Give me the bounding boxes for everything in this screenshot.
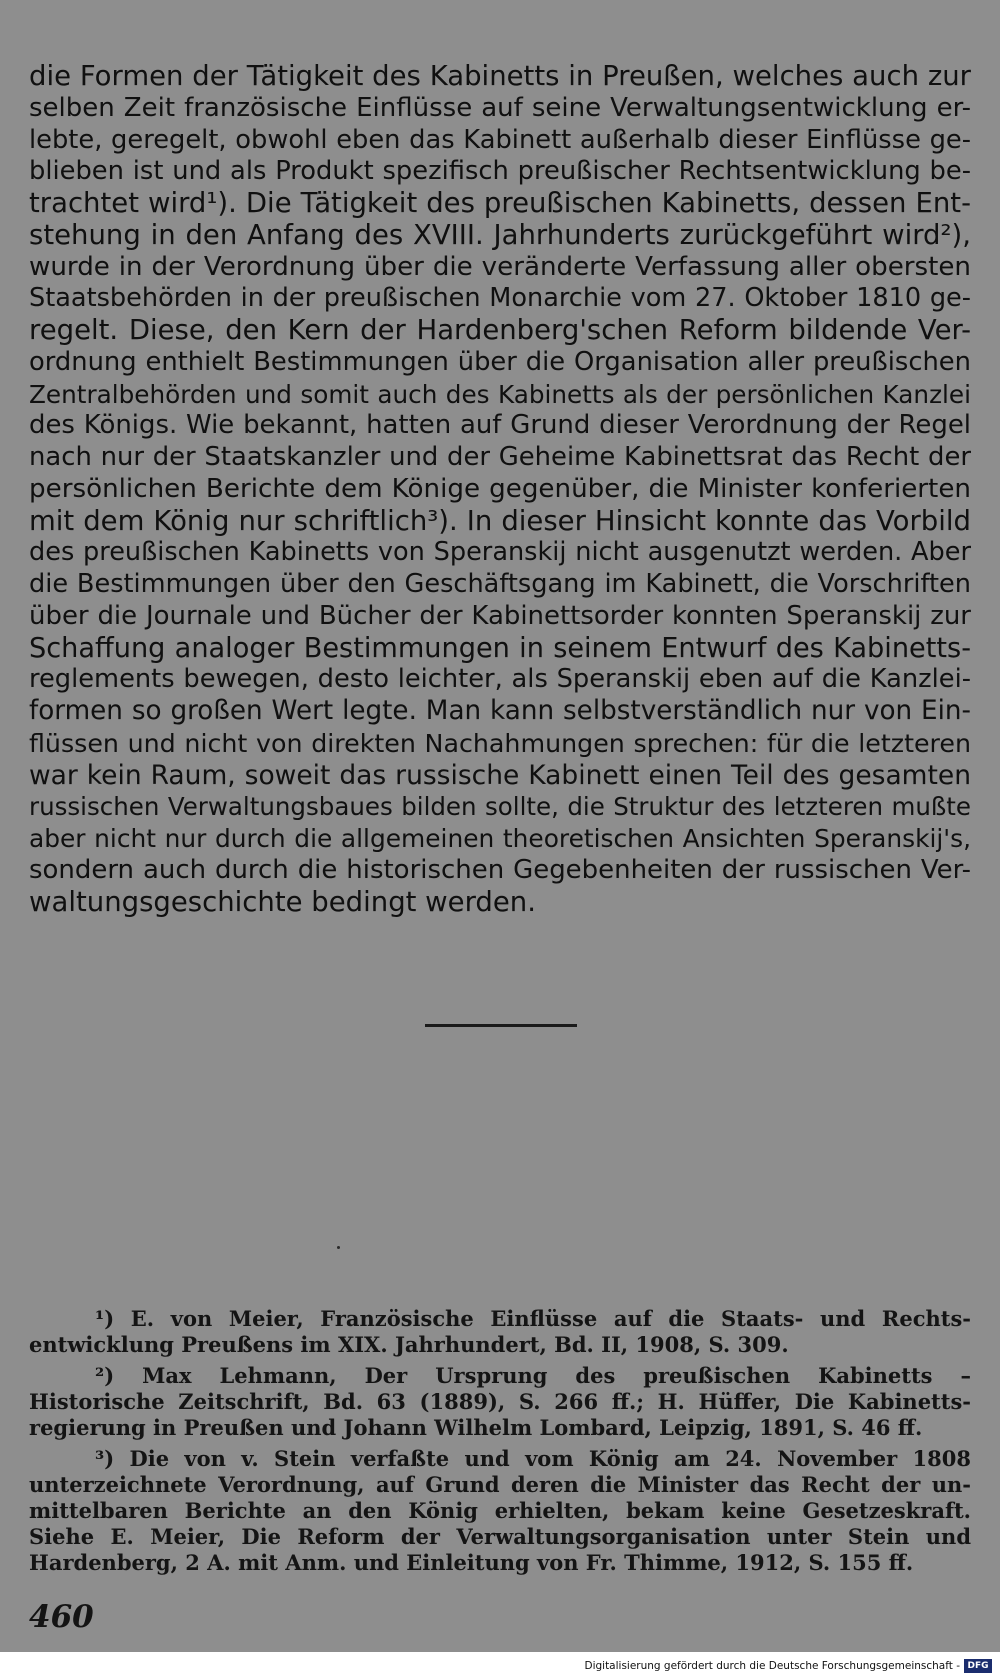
text-line: formen so großen Wert legte. Man kann selbstverständlich nur von Ein- xyxy=(29,696,971,726)
footnote-line: ¹) E. von Meier, Französische Einflüsse auf die Staats- und Rechts- xyxy=(95,1306,971,1331)
text-line: selben Zeit französische Einflüsse auf seine Verwaltungsentwicklung er- xyxy=(29,92,971,123)
footnote-line: unterzeichnete Verordnung, auf Grund deren die Minister das Recht der un- xyxy=(29,1472,971,1497)
text-line: des preußischen Kabinetts von Speranskij nicht ausgenutzt werden. Aber xyxy=(29,537,971,568)
text-line: regelt. Diese, den Kern der Hardenberg'schen Reform bildende Ver- xyxy=(29,314,971,346)
text-line: über die Journale und Bücher der Kabinettsorder konnten Speranskij zur xyxy=(29,600,971,631)
body-text xyxy=(29,61,971,918)
footnotes xyxy=(29,1306,971,1576)
footnote-line: Historische Zeitschrift, Bd. 63 (1889), S. 266 ff.; H. Hüffer, Die Kabinetts- xyxy=(29,1389,971,1414)
text-line: Staatsbehörden in der preußischen Monarchie vom 27. Oktober 1810 ge- xyxy=(29,283,971,314)
text-line: Zentralbehörden und somit auch des Kabinetts als der persönlichen Kanzlei xyxy=(29,379,971,409)
footnote-line: ²) Max Lehmann, Der Ursprung des preußischen Kabinetts – xyxy=(95,1363,971,1388)
footnote-2 xyxy=(29,1363,971,1441)
text-line: nach nur der Staatskanzler und der Geheime Kabinettsrat das Recht der xyxy=(29,442,971,472)
footnote-line: ³) Die von v. Stein verfaßte und vom König am 24. November 1808 xyxy=(95,1446,971,1471)
footnote-line: regierung in Preußen und Johann Wilhelm Lombard, Leipzig, 1891, S. 46 ff. xyxy=(29,1415,923,1440)
footnote-line: Hardenberg, 2 A. mit Anm. und Einleitung von Fr. Thimme, 1912, S. 155 ff. xyxy=(29,1550,914,1575)
digitization-credit: Digitalisierung gefördert durch die Deutsche Forschungsgemeinschaft - xyxy=(584,1660,960,1672)
text-line: lebte, geregelt, obwohl eben das Kabinett außerhalb dieser Einflüsse ge- xyxy=(29,124,971,155)
footnote-line: entwicklung Preußens im XIX. Jahrhundert, Bd. II, 1908, S. 309. xyxy=(29,1332,789,1357)
text-line: aber nicht nur durch die allgemeinen theoretischen Ansichten Speranskij's, xyxy=(29,824,971,853)
footnote-line: Siehe E. Meier, Die Reform der Verwaltungsorganisation unter Stein und xyxy=(29,1524,971,1549)
text-line: wurde in der Verordnung über die veränderte Verfassung aller obersten xyxy=(29,251,971,282)
text-line: flüssen und nicht von direkten Nachahmungen sprechen: für die letzteren xyxy=(29,728,971,758)
page-number: 460 xyxy=(29,1599,94,1635)
section-divider xyxy=(425,1024,577,1027)
text-line: waltungsgeschichte bedingt werden. xyxy=(29,885,536,918)
dfg-logo-icon: DFG xyxy=(964,1659,992,1673)
text-line: trachtet wird¹). Die Tätigkeit des preußischen Kabinetts, dessen Ent- xyxy=(29,187,971,219)
scan-speck xyxy=(337,1246,340,1249)
digitization-credit-bar xyxy=(0,1652,1000,1679)
text-line: des Königs. Wie bekannt, hatten auf Grund dieser Verordnung der Regel xyxy=(29,410,971,441)
text-line: stehung in den Anfang des XVIII. Jahrhunderts zurückgeführt wird²), xyxy=(29,218,971,251)
footnote-1 xyxy=(29,1306,971,1358)
footnote-line: mittelbaren Berichte an den König erhielten, bekam keine Gesetzeskraft. xyxy=(29,1498,971,1523)
text-line: Schaffung analoger Bestimmungen in seinem Entwurf des Kabinetts- xyxy=(29,632,971,664)
text-line: blieben ist und als Produkt spezifisch preußischer Rechtsentwicklung be- xyxy=(29,156,971,187)
footnote-3 xyxy=(29,1446,971,1576)
text-line: mit dem König nur schriftlich³). In dieser Hinsicht konnte das Vorbild xyxy=(29,504,971,537)
text-line: reglements bewegen, desto leichter, als Speranskij eben auf die Kanzlei- xyxy=(29,664,971,695)
text-line: die Bestimmungen über den Geschäftsgang im Kabinett, die Vorschriften xyxy=(29,569,971,599)
text-line: war kein Raum, soweit das russische Kabinett einen Teil des gesamten xyxy=(29,759,971,791)
text-line: sondern auch durch die historischen Gegebenheiten der russischen Ver- xyxy=(29,854,971,885)
text-line: russischen Verwaltungsbaues bilden sollte, die Struktur des letzteren mußte xyxy=(29,792,971,822)
text-line: ordnung enthielt Bestimmungen über die Organisation aller preußischen xyxy=(29,346,971,377)
text-line: persönlichen Berichte dem Könige gegenüber, die Minister konferierten xyxy=(29,473,971,504)
text-line: die Formen der Tätigkeit des Kabinetts in Preußen, welches auch zur xyxy=(29,60,971,92)
